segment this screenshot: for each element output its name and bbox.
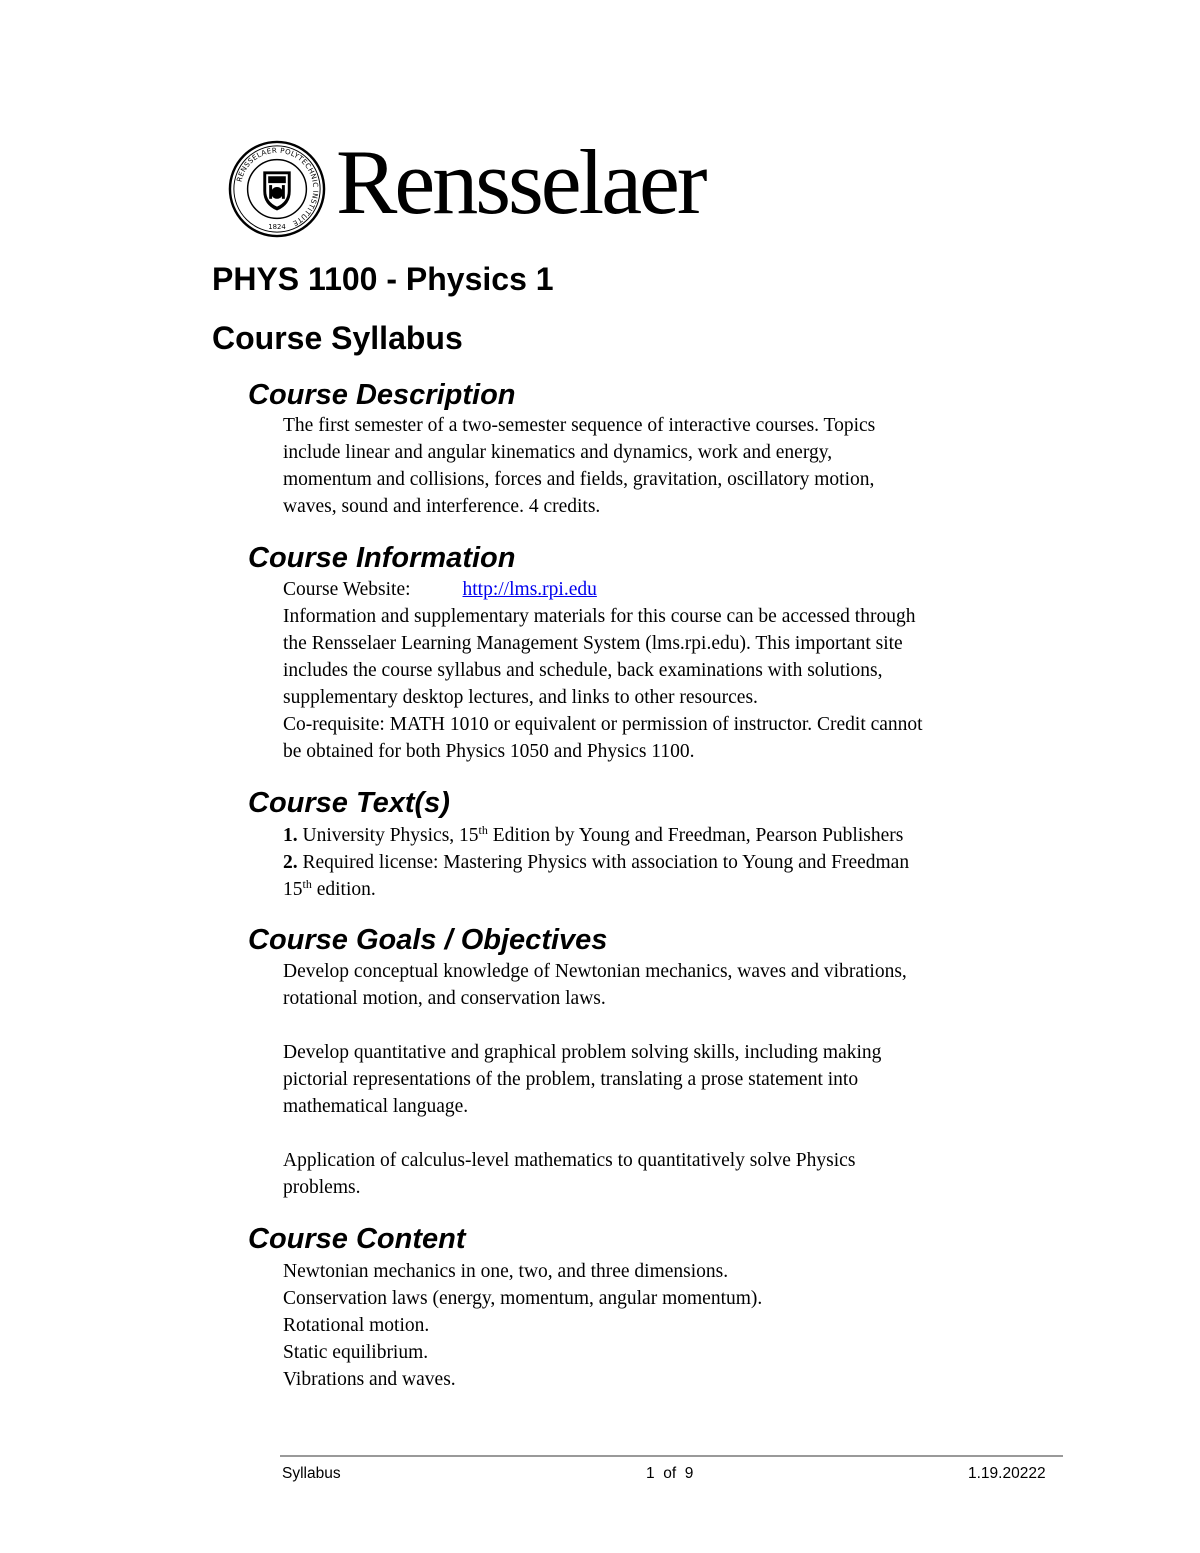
footer-document-name: Syllabus [282,1465,341,1482]
seal-year: 1824 [268,223,286,232]
text-item-1: 1. University Physics, 15th Edition by Young and Freedman, Pearson Publishers [283,823,904,846]
section-heading-information: Course Information [248,542,516,574]
section-heading-content: Course Content [248,1223,466,1255]
section-heading-goals: Course Goals / Objectives [248,924,608,956]
section-heading-description: Course Description [248,379,516,411]
text-item-2: 2. Required license: Mastering Physics with association to Young and Freedman [283,852,910,873]
content-item: Rotational motion. [283,1315,430,1336]
content-item: Conservation laws (energy, momentum, angular momentum). [283,1288,763,1309]
content-list [283,1258,762,1393]
course-title: PHYS 1100 - Physics 1 [212,261,554,297]
goal-line: Application of calculus-level mathematics to quantitatively solve Physics [283,1150,856,1171]
footer-divider [280,1455,1063,1457]
goal-line: Develop quantitative and graphical problem solving skills, including making [283,1042,882,1063]
information-line: supplementary desktop lectures, and links to other resources. [283,687,758,708]
footer-page-number: 1 of 9 [646,1465,694,1482]
description-text [283,412,875,520]
rensselaer-wordmark: Rensselaer [336,131,705,233]
goal-line: problems. [283,1177,361,1198]
texts-list [283,822,909,903]
goals-text [283,958,907,1201]
content-item: Newtonian mechanics in one, two, and three dimensions. [283,1261,729,1282]
goal-line: rotational motion, and conservation laws. [283,988,606,1009]
content-item: Static equilibrium. [283,1342,429,1363]
seal-ring-text: RENSSELAER POLYTECHNIC INSTITUTE [234,145,321,229]
description-line: momentum and collisions, forces and fields, gravitation, oscillatory motion, [283,469,875,490]
description-line: include linear and angular kinematics and dynamics, work and energy, [283,442,833,463]
information-line: the Rensselaer Learning Management System (lms.rpi.edu). This important site [283,633,903,654]
information-line: Information and supplementary materials for this course can be accessed through [283,606,916,627]
institute-seal-icon [228,140,326,238]
footer-date: 1.19.20222 [968,1465,1046,1482]
information-text [283,576,923,765]
information-line: be obtained for both Physics 1050 and Physics 1100. [283,741,695,762]
website-label: Course Website: [283,579,411,600]
section-heading-texts: Course Text(s) [248,787,450,819]
information-line: includes the course syllabus and schedule, back examinations with solutions, [283,660,883,681]
website-row [283,576,923,603]
goal-line: pictorial representations of the problem, translating a prose statement into [283,1069,859,1090]
description-line: The first semester of a two-semester sequence of interactive courses. Topics [283,415,876,436]
course-website-link[interactable]: http://lms.rpi.edu [462,579,597,600]
information-line: Co-requisite: MATH 1010 or equivalent or permission of instructor. Credit cannot [283,714,923,735]
goal-line: mathematical language. [283,1096,469,1117]
rensselaer-logo [228,131,748,240]
goal-line: Develop conceptual knowledge of Newtonian mechanics, waves and vibrations, [283,961,907,982]
text-item-2-continued: 15th edition. [283,877,376,900]
syllabus-title: Course Syllabus [212,320,463,356]
description-line: waves, sound and interference. 4 credits. [283,496,601,517]
content-item: Vibrations and waves. [283,1369,456,1390]
